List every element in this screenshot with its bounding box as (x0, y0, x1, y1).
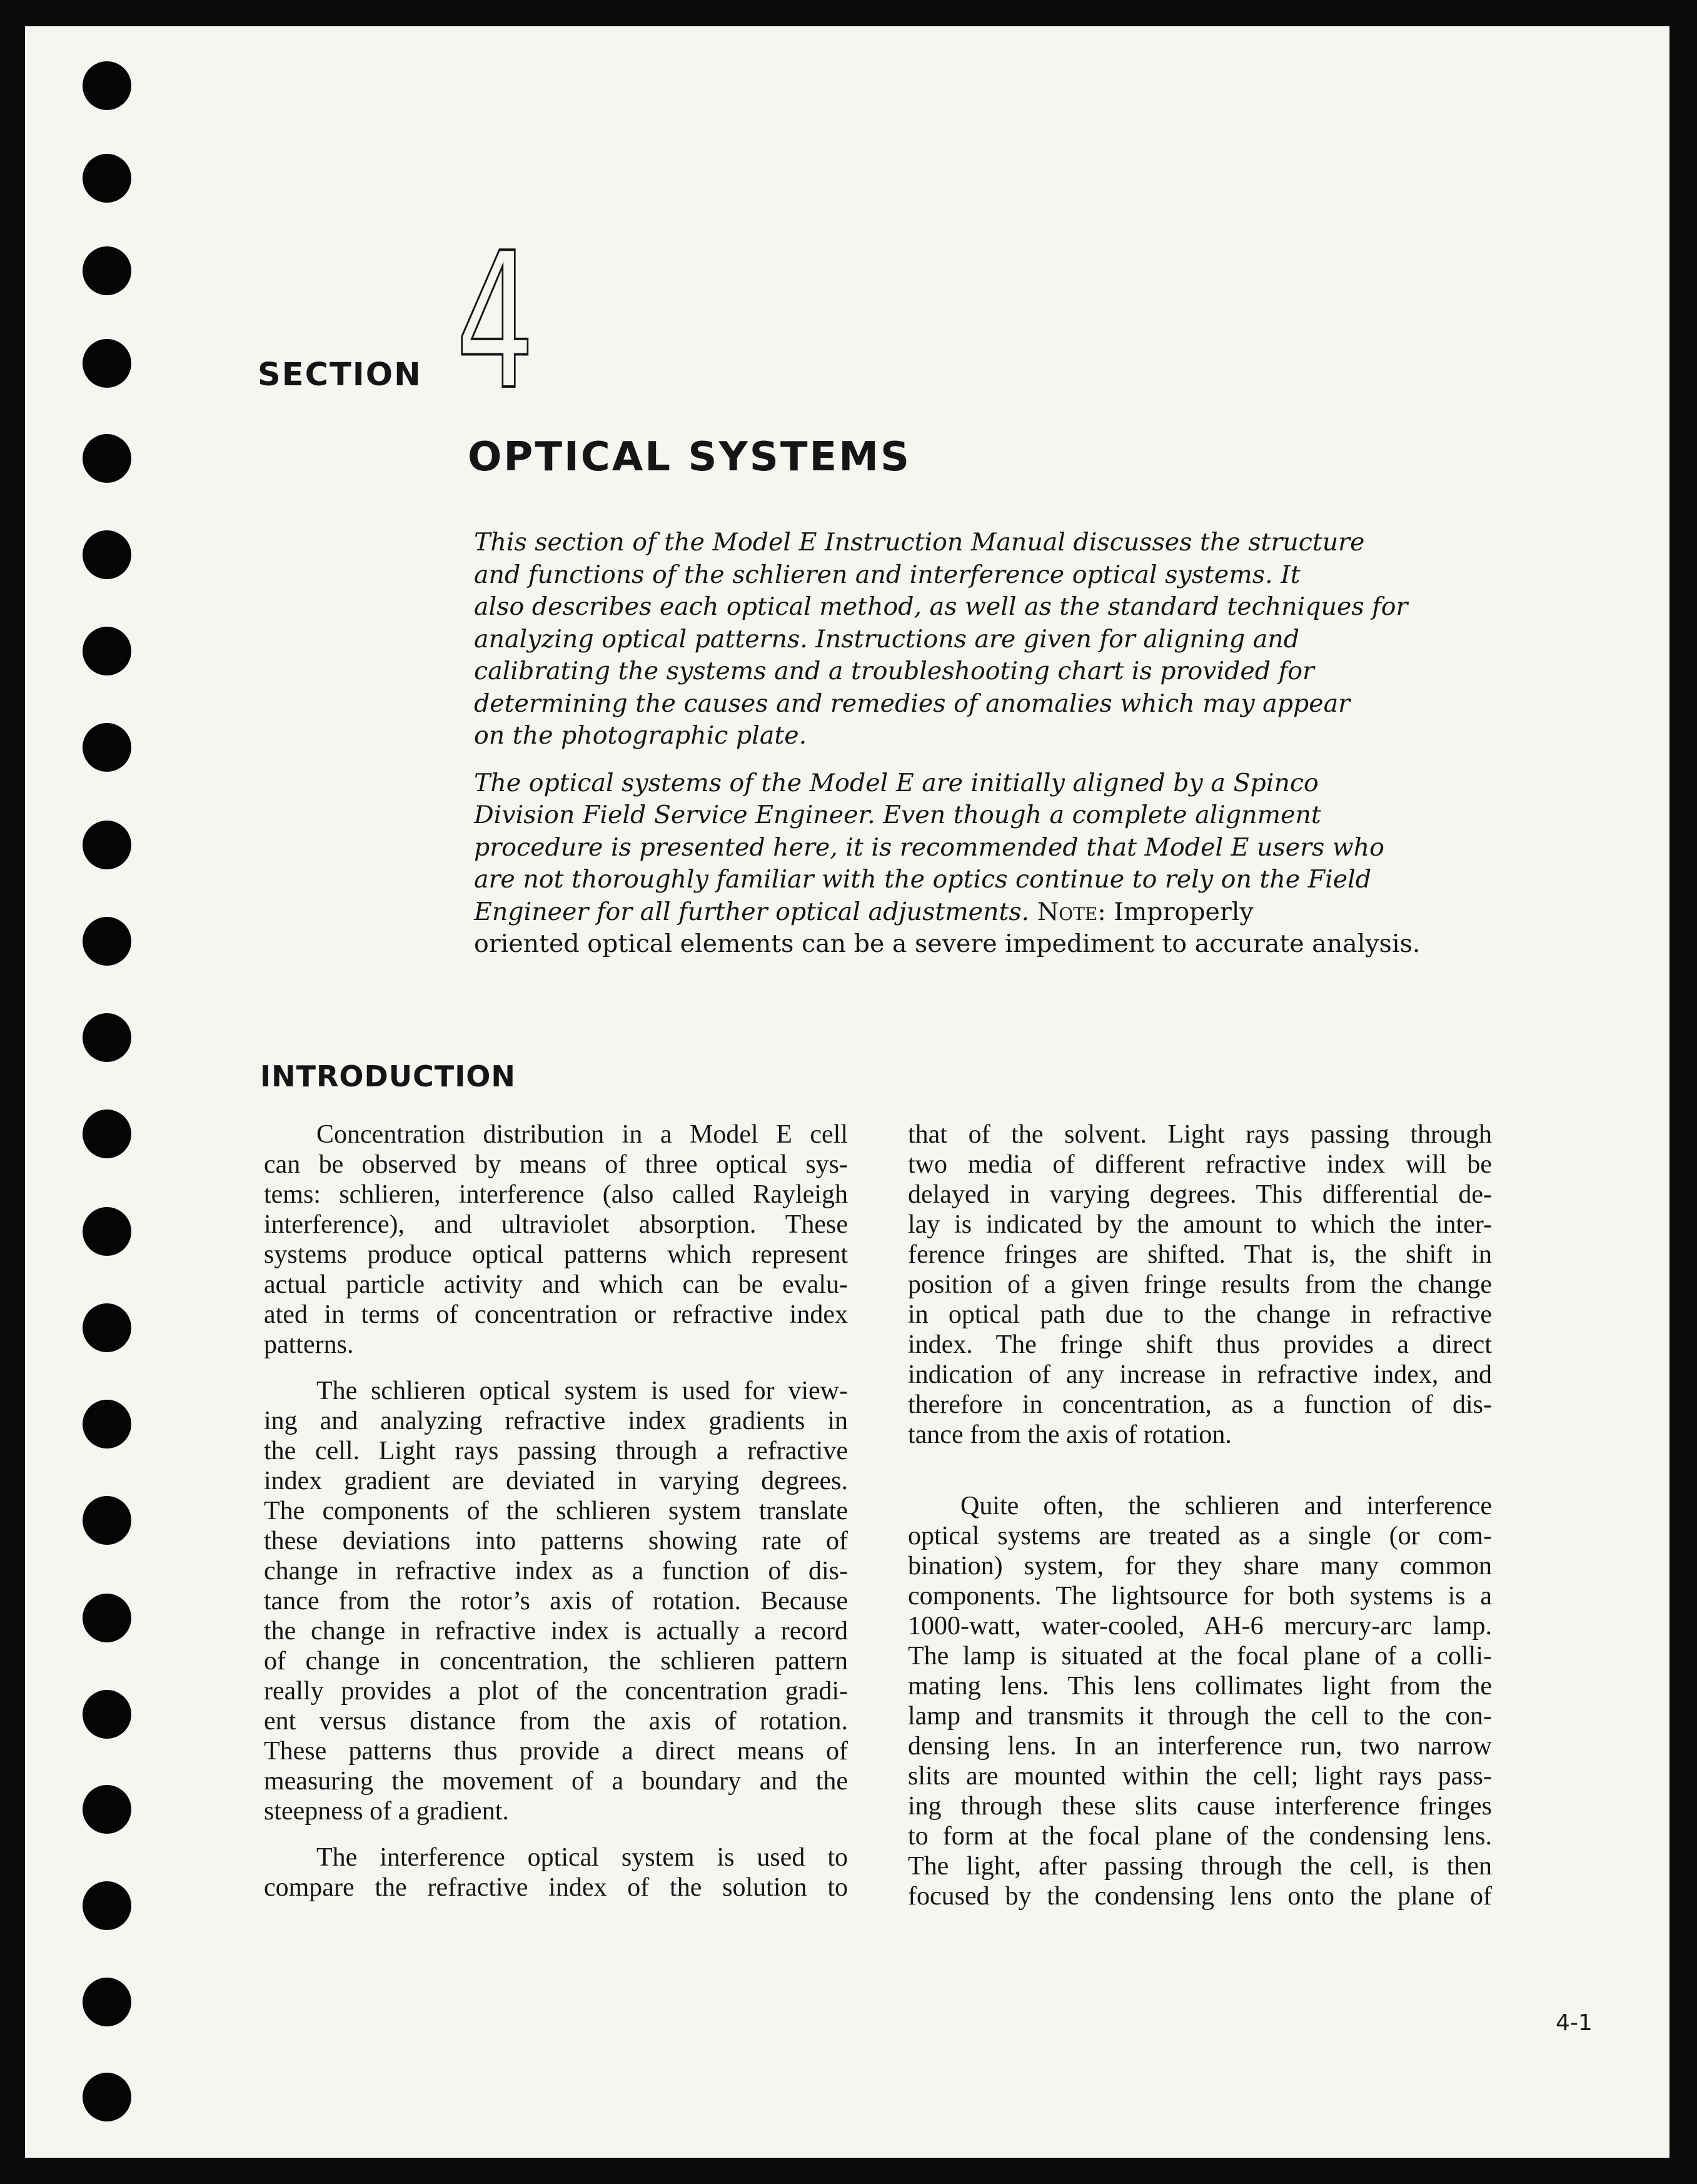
text-line: ference fringes are shifted. That is, the shift in (908, 1240, 1492, 1269)
text-line: index. The fringe shift thus provides a direct (908, 1330, 1492, 1359)
text-line: These patterns thus provide a direct means of (264, 1737, 848, 1766)
text-line: slits are mounted within the cell; light rays pass- (908, 1762, 1492, 1791)
abstract-line: This section of the Model E Instruction Manual discusses the structure (474, 528, 1365, 557)
binder-hole (83, 1110, 131, 1158)
text-line: measuring the movement of a boundary and the (264, 1767, 848, 1796)
text-line: Concentration distribution in a Model E cell (316, 1120, 848, 1149)
text-line: that of the solvent. Light rays passing through (908, 1120, 1492, 1149)
text-line: ated in terms of concentration or refractive index (264, 1300, 848, 1329)
text-line: components. The lightsource for both systems is a (908, 1582, 1492, 1610)
text-line: steepness of a gradient. (264, 1797, 509, 1826)
text-line: The lamp is situated at the focal plane of a colli- (908, 1642, 1492, 1671)
text-line: indication of any increase in refractive index, and (908, 1360, 1492, 1389)
binder-hole (83, 1013, 131, 1062)
note-text: Improperly (1114, 897, 1254, 926)
text-line: tance from the axis of rotation. (908, 1420, 1232, 1449)
binder-hole (83, 154, 131, 203)
section-title: OPTICAL SYSTEMS (468, 434, 912, 480)
text-line: Quite often, the schlieren and interference (960, 1492, 1492, 1520)
text-line: tems: schlieren, interference (also called Rayleigh (264, 1180, 848, 1209)
binder-hole (83, 61, 131, 110)
section-label: SECTION (258, 356, 422, 393)
binder-hole (83, 1303, 131, 1352)
text-line: patterns. (264, 1330, 354, 1359)
page-number: 4-1 (1556, 2010, 1593, 2036)
abstract-line: procedure is presented here, it is recommended that Model E users who (474, 832, 1384, 862)
text-line: the cell. Light rays passing through a refractive (264, 1437, 848, 1465)
text-line: position of a given fringe results from the change (908, 1270, 1492, 1299)
abstract-line: also describes each optical method, as well as the standard techniques for (474, 592, 1408, 621)
note-label: Note: (1037, 897, 1106, 926)
binder-hole (83, 2073, 131, 2121)
binder-hole (83, 339, 131, 388)
text-line: densing lens. In an interference run, two narrow (908, 1732, 1492, 1761)
binder-hole (83, 1881, 131, 1930)
abstract-line: analyzing optical patterns. Instructions are given for aligning and (474, 624, 1300, 654)
text-line: really provides a plot of the concentration gradi- (264, 1677, 848, 1706)
text-line: ing through these slits cause interference fringes (908, 1792, 1492, 1821)
text-line: mating lens. This lens collimates light from the (908, 1672, 1492, 1701)
note-text: oriented optical elements can be a severe impediment to accurate analysis. (474, 929, 1421, 958)
text-line: therefore in concentration, as a function of dis- (908, 1390, 1492, 1419)
binder-hole (83, 1207, 131, 1256)
binder-hole (83, 627, 131, 675)
text-line: actual particle activity and which can be evalu- (264, 1270, 848, 1299)
text-line: interference), and ultraviolet absorption. These (264, 1210, 848, 1239)
text-line: of change in concentration, the schlieren pattern (264, 1647, 848, 1676)
binder-hole (83, 246, 131, 295)
text-line: to form at the focal plane of the condensing lens. (908, 1822, 1492, 1851)
binder-hole (83, 434, 131, 483)
binder-hole (83, 1594, 131, 1642)
abstract-line: Division Field Service Engineer. Even though a complete alignment (474, 801, 1321, 829)
abstract-line: Engineer for all further optical adjustments. (474, 897, 1030, 926)
paragraph (264, 1376, 848, 1826)
text-line: ent versus distance from the axis of rotation. (264, 1707, 848, 1736)
binder-hole (83, 1785, 131, 1834)
text-line: 1000-watt, water-cooled, AH-6 mercury-arc lamp. (908, 1612, 1492, 1641)
text-line: two media of different refractive index will be (908, 1150, 1492, 1179)
abstract-line: and functions of the schlieren and interference optical systems. It (474, 560, 1301, 589)
text-line: The schlieren optical system is used for view- (316, 1377, 848, 1405)
text-line: index gradient are deviated in varying degrees. (264, 1467, 848, 1495)
text-line: bination) system, for they share many common (908, 1552, 1492, 1580)
right-column (908, 1120, 1492, 1911)
text-line: The interference optical system is used to (316, 1843, 848, 1872)
abstract-line: calibrating the systems and a troubleshooting chart is provided for (474, 657, 1314, 685)
abstract-line: on the photographic plate. (474, 721, 807, 750)
text-line: can be observed by means of three optical sys- (264, 1150, 848, 1179)
binder-hole (83, 1690, 131, 1739)
binder-hole (83, 1496, 131, 1545)
text-line: delayed in varying degrees. This differential de- (908, 1180, 1492, 1209)
section-abstract (474, 527, 1487, 961)
text-line: compare the refractive index of the solution to (264, 1873, 848, 1902)
text-line: change in refractive index as a function of dis- (264, 1557, 848, 1585)
binder-hole (83, 1978, 131, 2026)
abstract-line: The optical systems of the Model E are initially aligned by a Spinco (474, 768, 1319, 797)
text-line: The components of the schlieren system translate (264, 1497, 848, 1525)
text-line: lamp and transmits it through the cell to the con- (908, 1702, 1492, 1731)
abstract-line: are not thoroughly familiar with the optics continue to rely on the Field (474, 865, 1372, 894)
paragraph (264, 1120, 848, 1360)
text-line: these deviations into patterns showing rate of (264, 1527, 848, 1555)
paragraph (908, 1120, 1492, 1450)
text-line: optical systems are treated as a single (or com- (908, 1522, 1492, 1550)
abstract-paragraph (474, 527, 1487, 752)
section-number (451, 213, 539, 431)
text-line: lay is indicated by the amount to which the inter- (908, 1210, 1492, 1239)
abstract-paragraph (474, 767, 1487, 961)
section-number-text: 4 (456, 213, 535, 431)
abstract-line: determining the causes and remedies of anomalies which may appear (474, 689, 1351, 718)
binder-hole (83, 1400, 131, 1448)
text-line: tance from the rotor’s axis of rotation. Because (264, 1587, 848, 1615)
binder-hole (83, 723, 131, 772)
left-column (264, 1120, 848, 1903)
text-line: The light, after passing through the cell, is then (908, 1852, 1492, 1881)
paragraph (908, 1491, 1492, 1911)
paragraph (264, 1843, 848, 1903)
text-line: ing and analyzing refractive index gradients in (264, 1407, 848, 1435)
binder-hole (83, 821, 131, 869)
text-line: in optical path due to the change in refractive (908, 1300, 1492, 1329)
text-line: focused by the condensing lens onto the plane of (908, 1882, 1492, 1911)
binder-hole (83, 530, 131, 579)
manual-page (25, 26, 1669, 2158)
text-line: the change in refractive index is actually a record (264, 1617, 848, 1646)
binder-hole (83, 917, 131, 966)
introduction-heading: INTRODUCTION (260, 1059, 516, 1093)
text-line: systems produce optical patterns which represent (264, 1240, 848, 1269)
